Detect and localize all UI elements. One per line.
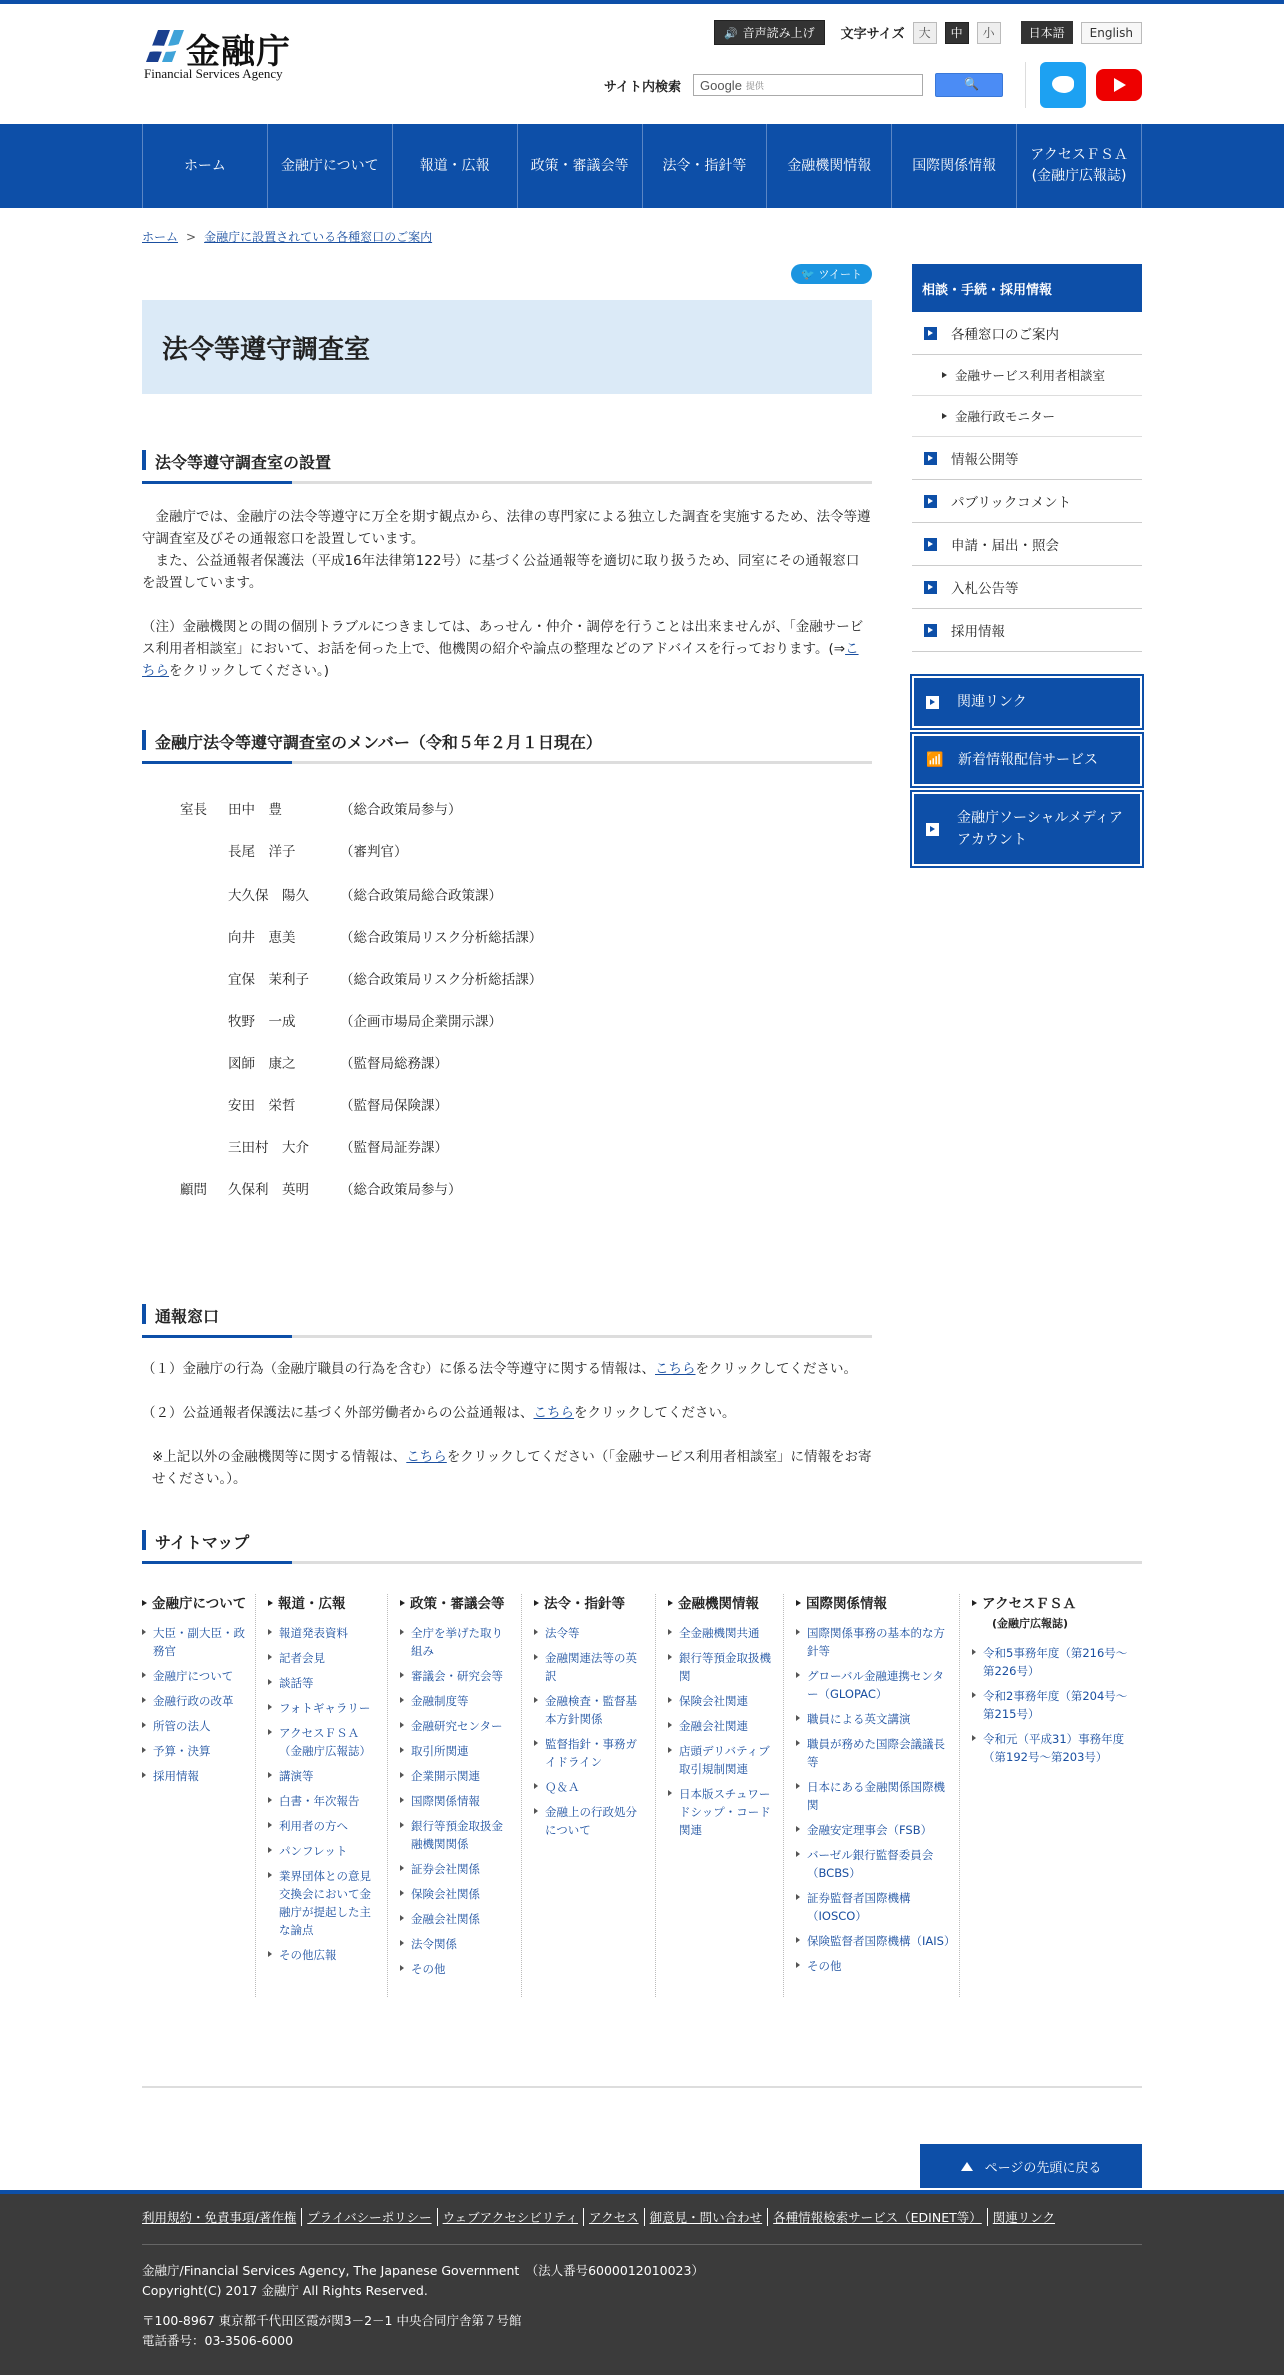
sitemap-link[interactable]: 講演等 <box>268 1767 379 1785</box>
sitemap-link[interactable]: 令和元（平成31）事務年度（第192号～第203号） <box>972 1730 1134 1766</box>
section-heading-members: 金融庁法令等遵守調査室のメンバー（令和５年２月１日現在） <box>142 730 872 764</box>
lang-english-button[interactable]: English <box>1081 22 1142 44</box>
arrow-square-icon <box>924 327 937 340</box>
arrow-square-icon <box>924 495 937 508</box>
sitemap-link[interactable]: 金融会社関連 <box>668 1717 775 1735</box>
member-row <box>180 798 462 818</box>
sitemap-link[interactable]: 報道発表資料 <box>268 1624 379 1642</box>
sidebar-box-subscribe[interactable] <box>912 734 1142 786</box>
sidebar-box-social[interactable] <box>912 792 1142 866</box>
report-line-1 <box>142 1358 872 1380</box>
sitemap-link[interactable]: 記者会見 <box>268 1649 379 1667</box>
sitemap-link[interactable]: 予算・決算 <box>142 1742 247 1760</box>
sidebar-item-label: 情報公開等 <box>951 452 1019 468</box>
footer-links <box>142 2208 1142 2226</box>
sitemap-link[interactable]: 金融検査・監督基本方針関係 <box>534 1692 647 1728</box>
report-link-1[interactable]: こちら <box>655 1361 696 1377</box>
note-text-b: をクリックしてください。) <box>169 663 329 679</box>
sitemap-link[interactable]: 国際関係事務の基本的な方針等 <box>796 1624 951 1660</box>
report-text: （１）金融庁の行為（金融庁職員の行為を含む）に係る法令等遵守に関する情報は、 <box>142 1361 655 1377</box>
tweet-label: ツイート <box>818 268 862 281</box>
lang-japanese-button[interactable]: 日本語 <box>1021 21 1073 44</box>
member-role <box>180 1094 228 1114</box>
sitemap-divider <box>142 2086 1142 2088</box>
footer-copyright: Copyright(C) 2017 金融庁 All Rights Reserved. <box>142 2283 428 2298</box>
section-heading-report: 通報窓口 <box>142 1304 872 1338</box>
sitemap-link[interactable]: 業界団体との意見交換会において金融庁が提起した主な論点 <box>268 1867 379 1939</box>
sidebar-item-label: パブリックコメント <box>951 495 1072 511</box>
sitemap-link[interactable]: 大臣・副大臣・政務官 <box>142 1624 247 1660</box>
sidebar-spacer <box>912 652 1142 676</box>
sitemap-link[interactable]: Ｑ＆Ａ <box>534 1778 647 1796</box>
member-row <box>180 1178 462 1198</box>
report-text: をクリックしてください（「金融サービス利用者相談室」に情報をお寄せください。）。 <box>152 1449 872 1487</box>
sitemap-column-title[interactable]: 報道・広報 <box>268 1594 379 1614</box>
header-tools <box>714 20 1142 45</box>
sidebar-item-counters[interactable] <box>912 312 1142 355</box>
fsa-logo-mark-icon <box>142 26 186 66</box>
sitemap-link[interactable]: 令和2事務年度（第204号～第215号） <box>972 1687 1134 1723</box>
report-text: （２）公益通報者保護法に基づく外部労働者からの公益通報は、 <box>142 1405 534 1421</box>
member-name: 田中 豊 <box>228 802 282 818</box>
sitemap-link[interactable]: 保険監督者国際機構（IAIS） <box>796 1932 951 1950</box>
sitemap-link[interactable]: 証券監督者国際機構（IOSCO） <box>796 1889 951 1925</box>
sitemap-title-text: アクセスＦＳＡ <box>982 1596 1077 1612</box>
sitemap-link[interactable]: 職員による英文講演 <box>796 1710 951 1728</box>
footer-link-edinet[interactable]: 各種情報検索サービス（EDINET等） <box>767 2208 987 2226</box>
sitemap-link[interactable]: 日本版スチュワードシップ・コード関連 <box>668 1785 775 1839</box>
sitemap-link[interactable]: 銀行等預金取扱金融機関関係 <box>400 1817 513 1853</box>
search-input[interactable] <box>693 74 923 96</box>
breadcrumb-separator: > <box>186 230 197 244</box>
sitemap-column <box>388 1594 522 1997</box>
setup-paragraph-2: また、公益通報者保護法（平成16年法律第122号）に基づく公益通報等を適切に取り扱うため、同室にその通報窓口を設置しています。 <box>142 553 860 591</box>
sitemap-link[interactable]: グローバル金融連携センター（GLOPAC） <box>796 1667 951 1703</box>
member-name: 図師 康之 <box>228 1056 296 1072</box>
sitemap-link[interactable]: 金融行政の改革 <box>142 1692 247 1710</box>
twitter-icon[interactable] <box>1040 62 1086 108</box>
member-row <box>180 884 502 904</box>
report-text: をクリックしてください。 <box>695 1361 857 1377</box>
arrow-square-icon <box>926 823 939 836</box>
sitemap-link[interactable]: 金融研究センター <box>400 1717 513 1735</box>
consultation-link[interactable]: こちら <box>142 641 859 679</box>
footer-link-terms[interactable]: 利用規約・免責事項/著作権 <box>142 2210 297 2225</box>
sitemap-link[interactable]: 所管の法人 <box>142 1717 247 1735</box>
sidebar-item-public-comment[interactable] <box>912 480 1142 523</box>
breadcrumb-current[interactable]: 金融庁に設置されている各種窓口のご案内 <box>204 230 433 244</box>
sitemap-column <box>656 1594 784 1997</box>
sidebar <box>912 264 1142 872</box>
report-text: をクリックしてください。 <box>574 1405 736 1421</box>
sitemap-link[interactable]: 令和5事務年度（第216号～第226号） <box>972 1644 1134 1680</box>
sitemap-column <box>522 1594 656 1997</box>
sidebar-item-label: 各種窓口のご案内 <box>951 327 1059 343</box>
member-name: 牧野 一成 <box>228 1014 296 1030</box>
footer-org: 金融庁/Financial Services Agency, The Japanese Government （法人番号6000012010023） <box>142 2263 704 2278</box>
member-name: 宜保 茉利子 <box>228 972 309 988</box>
member-name: 向井 恵美 <box>228 930 296 946</box>
member-post: （企画市場局企業開示課） <box>340 1014 502 1030</box>
member-role <box>180 1136 228 1156</box>
sitemap-link[interactable]: その他 <box>796 1957 951 1975</box>
wifi-icon: 📶 <box>926 752 944 768</box>
search-button[interactable] <box>935 73 1003 97</box>
gnav-home[interactable]: ホーム <box>143 124 268 208</box>
gnav-press[interactable]: 報道・広報 <box>393 124 518 208</box>
sitemap-link[interactable]: 保険会社関連 <box>668 1692 775 1710</box>
report-link-2[interactable]: こちら <box>533 1405 574 1421</box>
page-body <box>142 208 1142 2188</box>
site-header <box>142 4 1142 124</box>
sitemap-link[interactable]: その他広報 <box>268 1946 379 1964</box>
sitemap-link[interactable]: 日本にある金融関係国際機関 <box>796 1778 951 1814</box>
sitemap <box>142 1594 1142 1997</box>
sidebar-item-recruit[interactable] <box>912 609 1142 652</box>
font-size-large-button[interactable]: 大 <box>913 22 937 44</box>
member-role <box>180 840 228 860</box>
footer-link-access[interactable]: アクセス <box>583 2208 644 2226</box>
member-role <box>180 1052 228 1072</box>
tweet-button[interactable]: 🐦 ツイート <box>791 264 872 284</box>
social-links <box>1025 62 1142 108</box>
sitemap-column-title[interactable]: 金融機関情報 <box>668 1594 775 1614</box>
sidebar-item-applications[interactable] <box>912 523 1142 566</box>
footer-link-contact[interactable]: 御意見・問い合わせ <box>644 2208 768 2226</box>
sitemap-link[interactable]: 保険会社関係 <box>400 1885 513 1903</box>
report-text: ※上記以外の金融機関等に関する情報は、 <box>152 1449 407 1465</box>
footer-link-privacy[interactable]: プライバシーポリシー <box>301 2208 436 2226</box>
sitemap-column <box>256 1594 388 1997</box>
sitemap-title-sub: (金融庁広報誌) <box>992 1617 1069 1630</box>
gnav-international[interactable]: 国際関係情報 <box>892 124 1017 208</box>
sidebar-box-label: 関連リンク <box>957 694 1027 710</box>
breadcrumb-home[interactable]: ホーム <box>142 230 179 244</box>
sitemap-link[interactable]: 金融安定理事会（FSB） <box>796 1821 951 1839</box>
sidebar-item-label: 入札公告等 <box>951 581 1019 597</box>
member-post: （総合政策局リスク分析総括課） <box>340 930 543 946</box>
footer-divider <box>142 2244 1142 2245</box>
arrow-square-icon <box>924 581 937 594</box>
sitemap-link[interactable]: 採用情報 <box>142 1767 247 1785</box>
sitemap-link[interactable]: 法令関係 <box>400 1935 513 1953</box>
member-role: 顧問 <box>180 1182 207 1198</box>
logo-en-text: Financial Services Agency <box>144 66 283 81</box>
sidebar-item-label: 申請・届出・照会 <box>951 538 1059 554</box>
global-nav <box>0 124 1284 208</box>
sitemap-link[interactable]: 全庁を挙げた取り組み <box>400 1624 513 1660</box>
sitemap-link[interactable]: 国際関係情報 <box>400 1792 513 1810</box>
sitemap-link[interactable]: パンフレット <box>268 1842 379 1860</box>
page-title: 法令等遵守調査室 <box>142 300 872 394</box>
sitemap-link[interactable]: 全金融機関共通 <box>668 1624 775 1642</box>
setup-note <box>142 616 872 682</box>
report-line-2 <box>142 1402 872 1424</box>
sitemap-column <box>784 1594 960 1997</box>
sitemap-link[interactable]: 金融関連法等の英訳 <box>534 1649 647 1685</box>
sitemap-link[interactable]: 銀行等預金取扱機関 <box>668 1649 775 1685</box>
sitemap-link[interactable]: フォトギャラリー <box>268 1699 379 1717</box>
sitemap-link[interactable]: 審議会・研究会等 <box>400 1667 513 1685</box>
google-branding: Google <box>700 77 742 93</box>
member-post: （総合政策局参与） <box>340 802 462 818</box>
sitemap-link[interactable]: 職員が務めた国際会議議長等 <box>796 1735 951 1771</box>
back-to-top-button[interactable]: ページの先頭に戻る <box>920 2144 1142 2188</box>
sitemap-link[interactable]: 白書・年次報告 <box>268 1792 379 1810</box>
gnav-about[interactable]: 金融庁について <box>268 124 393 208</box>
sitemap-column-title[interactable]: 国際関係情報 <box>796 1594 951 1614</box>
note-text-a: （注）金融機関との間の個別トラブルにつきましては、あっせん・仲介・調停を行うことは出来ませんが、「金融サービス利用者相談室」において、お話を伺った上で、他機関の紹介や論点の整理などのアドバイスを行っております。(⇒ <box>142 619 864 657</box>
sitemap-column-title[interactable]: 金融庁について <box>142 1594 247 1614</box>
sitemap-link[interactable]: 法令等 <box>534 1624 647 1642</box>
member-post: （総合政策局総合政策課） <box>340 888 502 904</box>
member-post: （監督局総務課） <box>340 1056 448 1072</box>
sitemap-link[interactable]: 取引所関連 <box>400 1742 513 1760</box>
sitemap-link[interactable]: アクセスＦＳＡ（金融庁広報誌） <box>268 1724 379 1760</box>
report-link-3[interactable]: こちら <box>406 1449 447 1465</box>
sitemap-link[interactable]: 利用者の方へ <box>268 1817 379 1835</box>
sitemap-link[interactable]: バーゼル銀行監督委員会（BCBS） <box>796 1846 951 1882</box>
member-row <box>180 1094 448 1114</box>
footer-link-related[interactable]: 関連リンク <box>987 2208 1060 2226</box>
sitemap-link[interactable]: その他 <box>400 1960 513 1978</box>
search-icon: 🔍 <box>964 77 979 91</box>
member-name: 三田村 大介 <box>228 1140 309 1156</box>
sitemap-link[interactable]: 金融会社関係 <box>400 1910 513 1928</box>
footer-address: 〒100-8967 東京都千代田区霞が関3－2－1 中央合同庁舎第７号館 <box>142 2313 522 2328</box>
section-heading-setup: 法令等遵守調査室の設置 <box>142 450 872 484</box>
member-name: 久保利 英明 <box>228 1182 309 1198</box>
sidebar-box-label: 新着情報配信サービス <box>958 752 1098 768</box>
sitemap-link[interactable]: 金融上の行政処分について <box>534 1803 647 1839</box>
gnav-laws[interactable]: 法令・指針等 <box>643 124 768 208</box>
sidebar-item-disclosure[interactable] <box>912 437 1142 480</box>
member-role <box>180 968 228 988</box>
site-logo[interactable] <box>142 24 322 82</box>
arrow-square-icon <box>926 696 939 709</box>
sidebar-sub-consultation[interactable]: 金融サービス利用者相談室 <box>912 355 1142 396</box>
sitemap-link[interactable]: 監督指針・事務ガイドライン <box>534 1735 647 1771</box>
sitemap-column-title[interactable]: 法令・指針等 <box>534 1594 647 1614</box>
member-row <box>180 1010 502 1030</box>
sitemap-column <box>142 1594 256 1997</box>
sitemap-link[interactable]: 証券会社関係 <box>400 1860 513 1878</box>
member-name: 長尾 洋子 <box>228 844 296 860</box>
logo-jp-text: 金融庁 <box>186 32 291 72</box>
breadcrumb <box>142 208 1142 264</box>
youtube-icon[interactable] <box>1096 69 1142 101</box>
sitemap-link[interactable]: 金融庁について <box>142 1667 247 1685</box>
gnav-access-fsa[interactable]: アクセスＦＳＡ (金融庁広報誌) <box>1017 124 1142 208</box>
member-post: （総合政策局リスク分析総括課） <box>340 972 543 988</box>
google-provided-text: 提供 <box>745 81 764 92</box>
sidebar-box-links[interactable] <box>912 676 1142 728</box>
speak-button[interactable]: 🔊 音声読み上げ <box>714 20 825 45</box>
member-row <box>180 840 408 860</box>
gnav-institutions[interactable]: 金融機関情報 <box>767 124 892 208</box>
member-row <box>180 1052 448 1072</box>
sidebar-box-label: 金融庁ソーシャルメディアアカウント <box>957 810 1123 848</box>
sitemap-link[interactable]: 店頭デリバティブ取引規制関連 <box>668 1742 775 1778</box>
site-footer <box>0 2190 1284 2375</box>
site-search <box>604 62 1142 108</box>
member-post: （監督局証券課） <box>340 1140 448 1156</box>
setup-paragraph-1: 金融庁では、金融庁の法令等遵守に万全を期す観点から、法律の専門家による独立した調査を実施するため、法令等遵守調査室及びその通報窓口を設置しています。 <box>142 509 871 547</box>
main-content <box>142 264 872 1487</box>
arrow-square-icon <box>924 538 937 551</box>
member-name: 安田 栄哲 <box>228 1098 296 1114</box>
sitemap-column-title[interactable]: 政策・審議会等 <box>400 1594 513 1614</box>
sitemap-link[interactable]: 金融制度等 <box>400 1692 513 1710</box>
search-label: サイト内検索 <box>603 79 681 95</box>
report-line-3 <box>142 1446 872 1490</box>
sitemap-link[interactable]: 談話等 <box>268 1674 379 1692</box>
font-size-small-button[interactable]: 小 <box>977 22 1001 44</box>
member-role <box>180 1010 228 1030</box>
sitemap-link[interactable]: 企業開示関連 <box>400 1767 513 1785</box>
sidebar-item-label: 採用情報 <box>951 624 1005 640</box>
member-post: （審判官） <box>340 844 408 860</box>
font-size-medium-button[interactable]: 中 <box>945 22 969 44</box>
sitemap-column <box>960 1594 1142 1997</box>
sidebar-heading: 相談・手続・採用情報 <box>912 264 1142 312</box>
member-row <box>180 1136 448 1156</box>
member-row <box>180 926 542 946</box>
font-size-label: 文字サイズ <box>840 27 905 42</box>
arrow-square-icon <box>924 452 937 465</box>
member-role: 室長 <box>180 802 207 818</box>
sitemap-heading: サイトマップ <box>142 1530 1142 1564</box>
member-post: （監督局保険課） <box>340 1098 448 1114</box>
sidebar-item-tenders[interactable] <box>912 566 1142 609</box>
footer-phone: 電話番号：03-3506-6000 <box>142 2333 294 2348</box>
member-role <box>180 926 228 946</box>
member-row <box>180 968 542 988</box>
member-role <box>180 884 228 904</box>
gnav-policy[interactable]: 政策・審議会等 <box>518 124 643 208</box>
footer-link-accessibility[interactable]: ウェブアクセシビリティ <box>437 2208 583 2226</box>
arrow-square-icon <box>924 624 937 637</box>
member-post: （総合政策局参与） <box>340 1182 462 1198</box>
member-name: 大久保 陽久 <box>228 888 309 904</box>
sitemap-column-title[interactable] <box>972 1594 1134 1634</box>
sidebar-sub-monitor[interactable]: 金融行政モニター <box>912 396 1142 437</box>
